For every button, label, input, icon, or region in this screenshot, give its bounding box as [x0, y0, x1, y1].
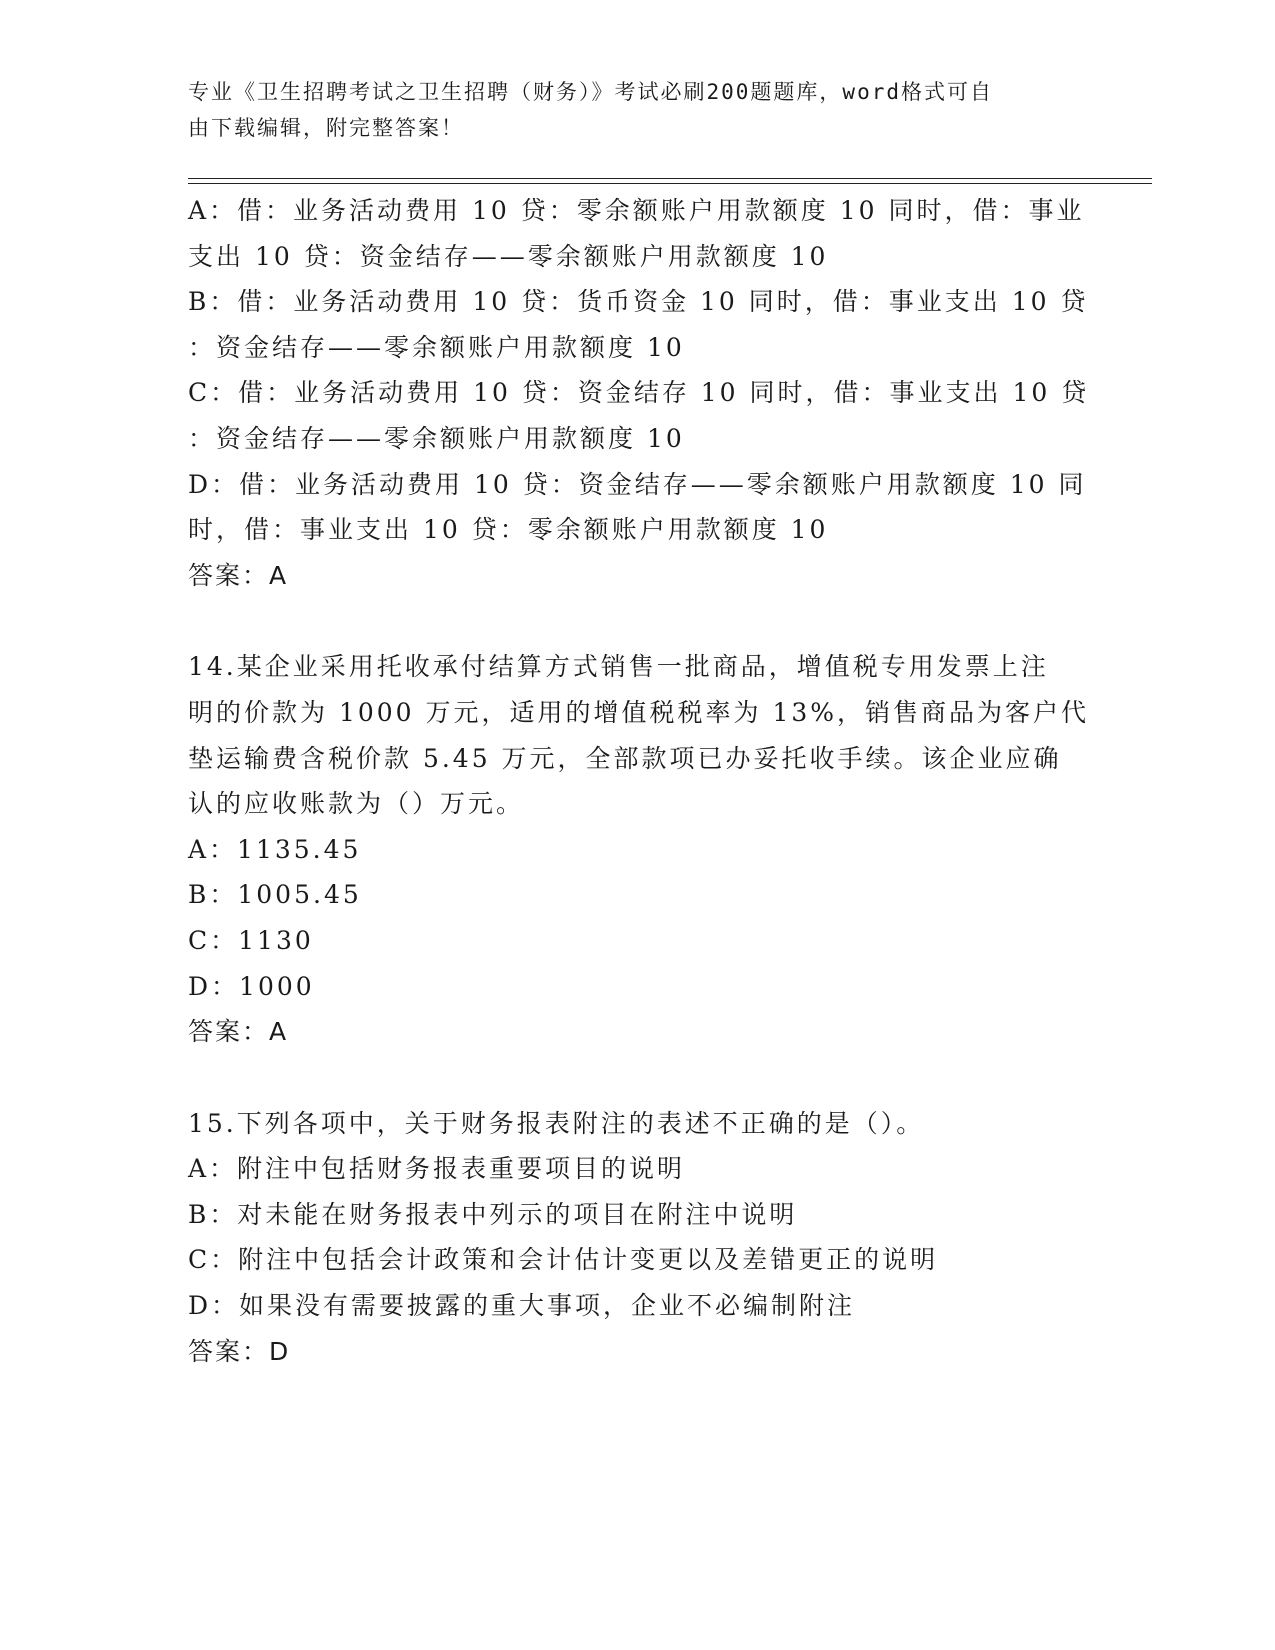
question-15-stem-line: 15.下列各项中，关于财务报表附注的表述不正确的是（）。	[188, 1108, 925, 1138]
question-15	[188, 1101, 1078, 1375]
question-14-stem-line: 14.某企业采用托收承付结算方式销售一批商品，增值税专用发票上注	[188, 652, 1049, 682]
header-title-line-1: 专业《卫生招聘考试之卫生招聘（财务）》考试必刷200题题库，word格式可自	[188, 80, 993, 104]
question-13-option-line: C：借：业务活动费用 10 贷：资金结存 10 同时，借：事业支出 10 贷	[188, 378, 1090, 408]
document-body	[188, 188, 1090, 1374]
question-14-stem-line: 明的价款为 1000 万元，适用的增值税税率为 13%，销售商品为客户代	[188, 697, 1090, 727]
question-13-option-line: B：借：业务活动费用 10 贷：货币资金 10 同时，借：事业支出 10 贷	[188, 287, 1089, 317]
question-spacer	[188, 1055, 1078, 1101]
header-divider-bottom	[188, 183, 1152, 184]
question-14-option-d: D：1000	[188, 971, 315, 1001]
header-divider-top	[188, 178, 1152, 179]
question-13-option-line: A：借：业务活动费用 10 贷：零余额账户用款额度 10 同时，借：事业	[188, 196, 1085, 225]
question-13-option-line: D：借：业务活动费用 10 贷：资金结存——零余额账户用款额度 10 同	[188, 469, 1087, 499]
question-15-option-c: C：附注中包括会计政策和会计估计变更以及差错更正的说明	[188, 1245, 939, 1275]
question-14-stem-line: 认的应收账款为（）万元。	[188, 789, 525, 819]
question-14-stem-line: 垫运输费含税价款 5.45 万元，全部款项已办妥托收手续。该企业应确	[188, 743, 1062, 773]
question-15-answer: 答案：D	[188, 1336, 291, 1366]
question-spacer	[188, 598, 1078, 644]
question-14-option-a: A：1135.45	[188, 834, 362, 864]
question-15-option-b: B：对未能在财务报表中列示的项目在附注中说明	[188, 1199, 798, 1229]
document-header	[188, 74, 1068, 146]
question-14-option-c: C：1130	[188, 925, 314, 955]
question-13-option-line: ：资金结存——零余额账户用款额度 10	[188, 423, 685, 453]
header-title-line-2: 由下载编辑，附完整答案！	[188, 116, 464, 140]
question-13-answer: 答案：A	[188, 560, 289, 590]
question-13-option-line: 时，借：事业支出 10 贷：零余额账户用款额度 10	[188, 515, 829, 545]
question-13-options	[188, 188, 1090, 553]
question-13-option-line: ：资金结存——零余额账户用款额度 10	[188, 332, 685, 362]
question-14-option-b: B：1005.45	[188, 880, 362, 910]
question-15-option-d: D：如果没有需要披露的重大事项，企业不必编制附注	[188, 1291, 856, 1321]
question-14-answer: 答案：A	[188, 1017, 289, 1047]
question-13-option-line: 支出 10 贷：资金结存——零余额账户用款额度 10	[188, 241, 829, 271]
question-14	[188, 644, 1090, 1054]
question-15-option-a: A：附注中包括财务报表重要项目的说明	[188, 1154, 686, 1184]
